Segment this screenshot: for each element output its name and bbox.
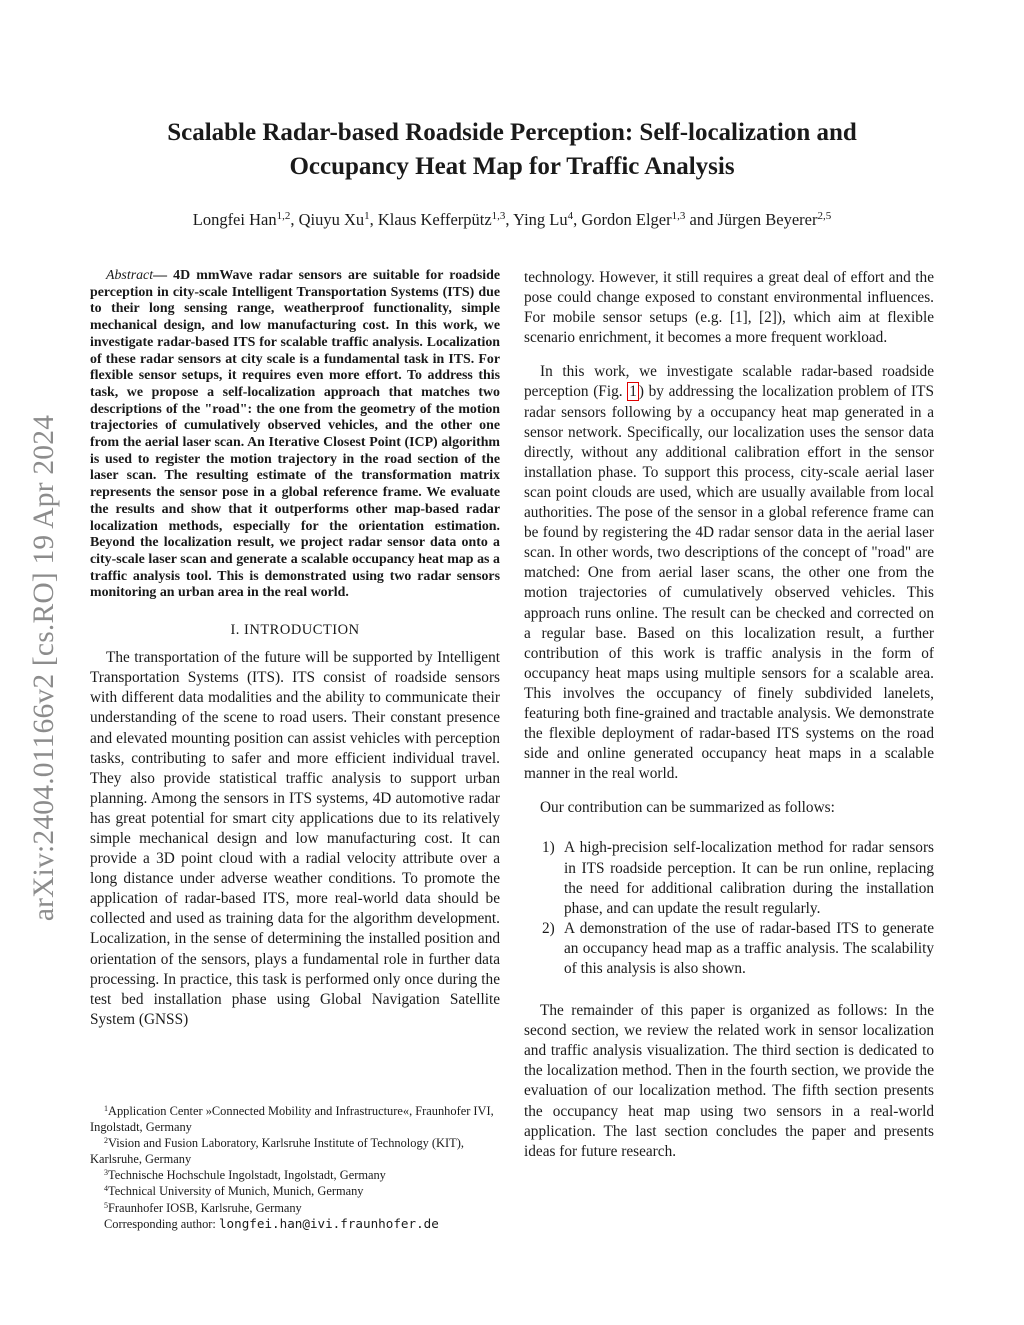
arxiv-identifier: arXiv:2404.01166v2 [cs.RO] 19 Apr 2024 [28,414,60,922]
list-item-text: A demonstration of the use of radar-based ITS to generate an occupancy head map as a traffic analysis. The scalability of this analysis is also shown. [564,919,934,977]
contribution-intro: Our contribution can be summarized as follows: [540,799,835,817]
author-affiliation: 1,2 [276,210,291,222]
intro-paragraph [524,362,934,784]
author-affiliation: 4 [567,210,574,222]
abstract-text: — 4D mmWave radar sensors are suitable for roadside perception in city-scale Intelligent Transportation Systems (ITS) due to their long sensing range, weatherproof functionality, simple mechanical design, and low manufacturing cost. In this work, we investigate radar-based ITS for scalable traffic analysis. Localization of these radar sensors at city scale is a fundamental task in ITS. For flexible sensor setups, it requires even more effort. To address this task, we propose a self-localization approach that matches two descriptions of the "road": the one from the geometry of the motion trajectories of cumulatively observed vehicles, and the other one from the aerial laser scan. An Iterative Closest Point (ICP) algorithm is used to register the motion trajectory in the road section of the laser scan. The resulting estimate of the transformation matrix represents the sensor pose in a global reference frame. We evaluate the results and show that it outperforms other map-based radar localization methods, especially for the orientation estimation. Beyond the localization result, we project radar sensor data onto a city-scale laser scan and generate a scalable occupancy heat map as a traffic analysis tool. This is demonstrated using two radar sensors monitoring an urban area in the real world. [90,268,500,601]
affiliation-footnotes [90,1103,500,1232]
author-name: Jürgen Beyerer [717,210,818,229]
list-item [524,838,934,918]
paragraph-text: In this work, we investigate scalable radar-based roadside perception (Fig. [524,363,934,401]
section-heading-introduction: I. INTRODUCTION [230,622,360,639]
contribution-list [524,838,934,979]
abstract [90,268,500,602]
author-name: Klaus Kefferpütz [377,210,492,229]
footnote-text: Technical University of Munich, Munich, Germany [108,1184,364,1199]
abstract-label: Abstract [106,268,154,283]
footnote-mark: 5 [104,1200,108,1210]
list-item-text: A high-precision self-localization method for radar sensors in ITS roadside perception. It can be run online, replacing the need for additional calibration during the installation phase, and can update the result regularly. [564,839,934,917]
list-item-number: 1) [542,839,555,857]
corresponding-author [90,1216,500,1232]
left-column [90,268,500,1030]
paper-title [92,116,932,184]
title-line-1: Scalable Radar-based Roadside Perception: Self-localization and [167,119,857,146]
footnote-mark: 1 [104,1104,108,1113]
corresponding-label: Corresponding author: [104,1216,219,1231]
intro-paragraph: The transportation of the future will be supported by Intelligent Transportation Systems (ITS). ITS consist of roadside sensors with different data modalities and the ability to communicate their understanding of the scene to road users. Their constant presence and elevated mounting position can assist vehicles with perception tasks, contributing to safer and more efficient individual travel. They also provide statistical traffic analysis to support urban planning. Among the sensors in ITS systems, 4D automotive radar has great potential for smart city applications due to its relatively simple mechanical design and low manufacturing cost. It can provide a 3D point cloud with a radial velocity attribute over a long distance under adverse weather conditions. To promote the application of radar-based ITS, more real-world data should be collected and used as training data for the algorithm development. Localization, in the sense of determining the installed position and orientation of the sensors, plays a fundamental role in further data processing. In practice, this task is performed only once during the test bed installation phase using Global Navigation Satellite System (GNSS) [90,649,500,1028]
author-separator: , [505,210,514,229]
footnote [90,1200,500,1216]
footnote-text: Vision and Fusion Laboratory, Karlsruhe Institute of Technology (KIT), Karlsruhe, Germany [90,1136,464,1167]
list-item [524,919,934,979]
footnote-mark: 3 [104,1168,108,1178]
author-affiliation: 1 [364,210,370,222]
author-separator: , [573,210,582,229]
intro-paragraph-continued: technology. However, it still requires a great deal of effort and the pose could change exposed to constant environmental influences. For mobile sensor setups (e.g. [1], [2]), which aim at flexible scenario enrichment, it becomes a more frequent workload. [524,269,934,347]
right-column [524,268,934,1162]
footnote [90,1135,500,1167]
footnote-text: Technische Hochschule Ingolstadt, Ingolstadt, Germany [108,1168,386,1183]
footnote-text: Application Center »Connected Mobility and Infrastructure«, Fraunhofer IVI, Ingolstadt, Germany [90,1104,494,1135]
author-name: Qiuyu Xu [298,210,365,229]
author-affiliation: 1,3 [671,210,686,222]
author-separator: , [369,210,378,229]
footnote-text: Fraunhofer IOSB, Karlsruhe, Germany [108,1200,302,1215]
author-name: Gordon Elger [581,210,672,229]
figure-reference-link[interactable]: 1 [629,383,637,401]
footnote-mark: 4 [104,1184,108,1194]
paragraph-text: ) by addressing the localization problem of ITS radar sensors following by a occupancy heat map generated in a sensor network. Specifically, our localization uses the sensor data directly, without any additional calibration effort in the sensor installation phase. To support this process, city-scale aerial laser scan point clouds are used, which are usually available from local authorities. The pose of the sensor in a global reference frame can be found by registering the 4D radar sensor data in the aerial laser scan. In other words, two descriptions of the concept of "road" are matched: One from aerial laser scans, the other one from the motion trajectories of cumulatively observed vehicles. This approach runs online. The result can be checked and corrected on a regular base. Based on this localization result, a further contribution of this work is traffic analysis in the form of occupancy heat maps using multiple sensors for a scalable area. This involves the occupancy of finely subdivided lanelets, featuring both fine-grained and tractable analysis. We demonstrate the flexible deployment of radar-based ITS systems on the road side and online generated occupancy heat maps in a scalable manner in the real world. [524,383,934,783]
title-line-2: Occupancy Heat Map for Traffic Analysis [289,153,735,180]
list-item-number: 2) [542,919,555,937]
corresponding-email: longfei.han@ivi.fraunhofer.de [218,1215,439,1231]
author-name: Ying Lu [513,210,568,229]
footnote [90,1103,500,1135]
footnote-mark: 2 [104,1136,108,1146]
author-separator: and [685,210,718,229]
author-list [92,208,932,232]
footnote [90,1167,500,1183]
author-separator: , [290,210,299,229]
author-affiliation: 2,5 [817,210,832,222]
intro-paragraph: The remainder of this paper is organized as follows: In the second section, we review the related work in sensor localization and traffic analysis visualization. The third section is dedicated to the localization method. Then in the fourth section, we provide the evaluation of our localization method. The fifth section presents the occupancy heat map using two sensors in a real-world application. The last section concludes the paper and presents ideas for future research. [524,1002,934,1160]
author-name: Longfei Han [192,210,277,229]
author-affiliation: 1,3 [491,210,506,222]
footnote [90,1183,500,1199]
